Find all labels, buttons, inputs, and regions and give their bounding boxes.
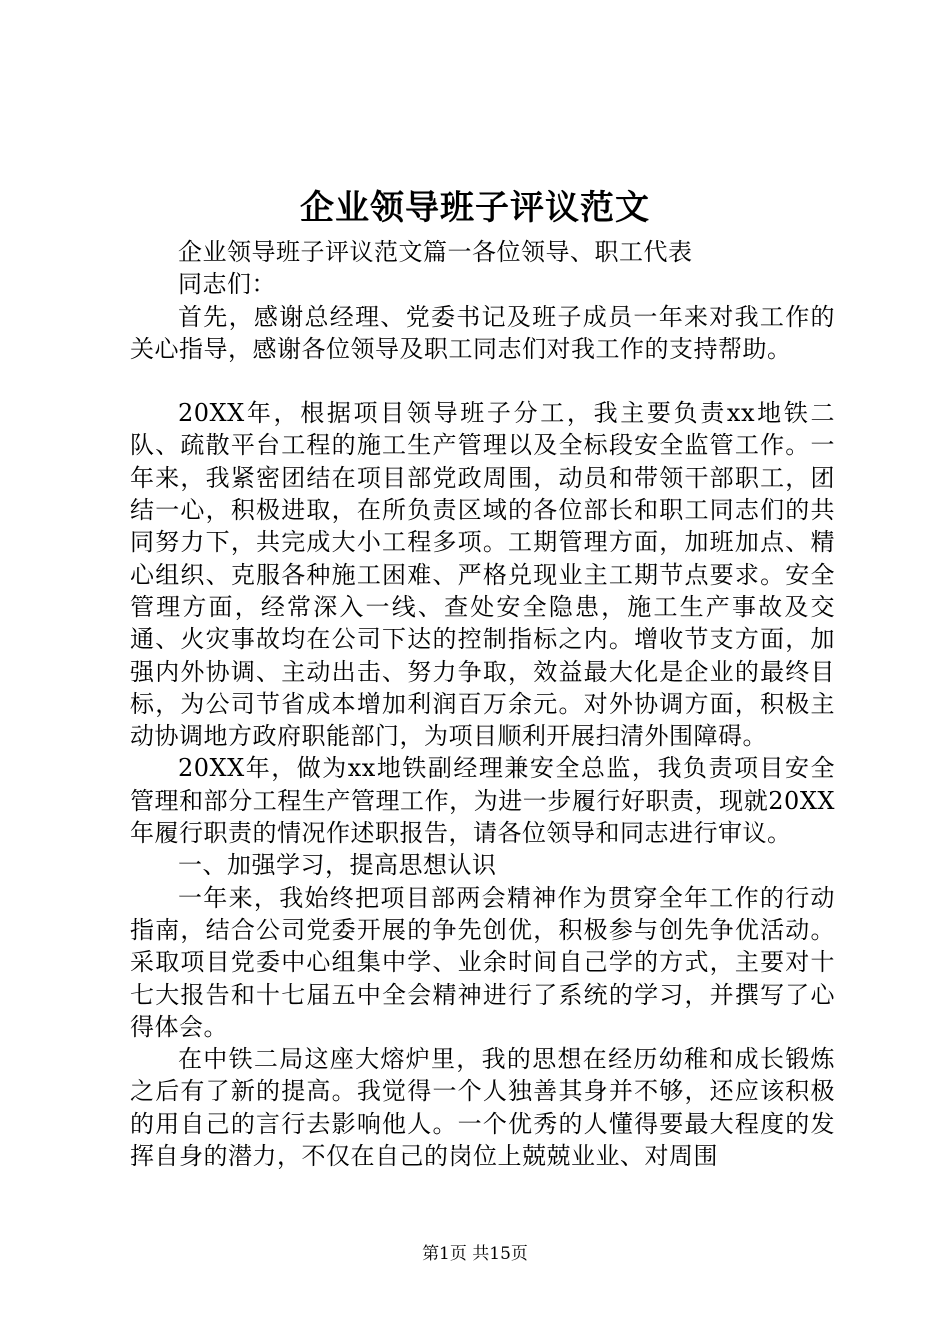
paragraph-growth: 在中铁二局这座大熔炉里，我的思想在经历幼稚和成长锻炼之后有了新的提高。我觉得一个人独善其身并不够，还应该积极的用自己的言行去影响他人。一个优秀的人懂得要最大程度的发挥自身的潜力，不仅在自己的岗位上兢兢业业、对周围	[130, 1045, 835, 1171]
paragraph-study: 一年来，我始终把项目部两会精神作为贯穿全年工作的行动指南，结合公司党委开展的争先创优，积极参与创先争优活动。采取项目党委中心组集中学、业余时间自己学的方式，主要对十七大报告和十七届五中全会精神进行了系统的学习，并撰写了心得体会。	[130, 883, 835, 1041]
paragraph-salutation: 同志们：	[178, 270, 276, 299]
document-title: 企业领导班子评议范文	[300, 188, 650, 228]
paragraph-gap	[130, 365, 835, 397]
paragraph-work-summary: 20XX年，根据项目领导班子分工，我主要负责xx地铁二队、疏散平台工程的施工生产管理以及全标段安全监管工作。一年来，我紧密团结在项目部党政周围，动员和带领干部职工，团结一心，积极进取，在所负责区域的各位部长和职工同志们的共同努力下，共完成大小工程多项。工期管理方面，加班加点、精心组织、克服各种施工困难、严格兑现业主工期节点要求。安全管理方面，经常深入一线、查处安全隐患，施工生产事故及交通、火灾事故均在公司下达的控制指标之内。增收节支方面，加强内外协调、主动出击、努力争取，效益最大化是企业的最终目标，为公司节省成本增加利润百万余元。对外协调方面，积极主动协调地方政府职能部门，为项目顺利开展扫清外围障碍。	[130, 399, 835, 751]
paragraph-intro: 企业领导班子评议范文篇一各位领导、职工代表	[178, 238, 693, 266]
document-body	[130, 236, 835, 1172]
section-heading-study: 一、加强学习，提高思想认识	[178, 851, 497, 880]
page-number-footer: 第1页 共15页	[422, 1244, 528, 1264]
paragraph-thanks: 首先，感谢总经理、党委书记及班子成员一年来对我工作的关心指导，感谢各位领导及职工同志们对我工作的支持帮助。	[130, 302, 835, 363]
paragraph-duty-report: 20XX年，做为xx地铁副经理兼安全总监，我负责项目安全管理和部分工程生产管理工作，为进一步履行好职责，现就20XX年履行职责的情况作述职报告，请各位领导和同志进行审议。	[130, 754, 835, 848]
